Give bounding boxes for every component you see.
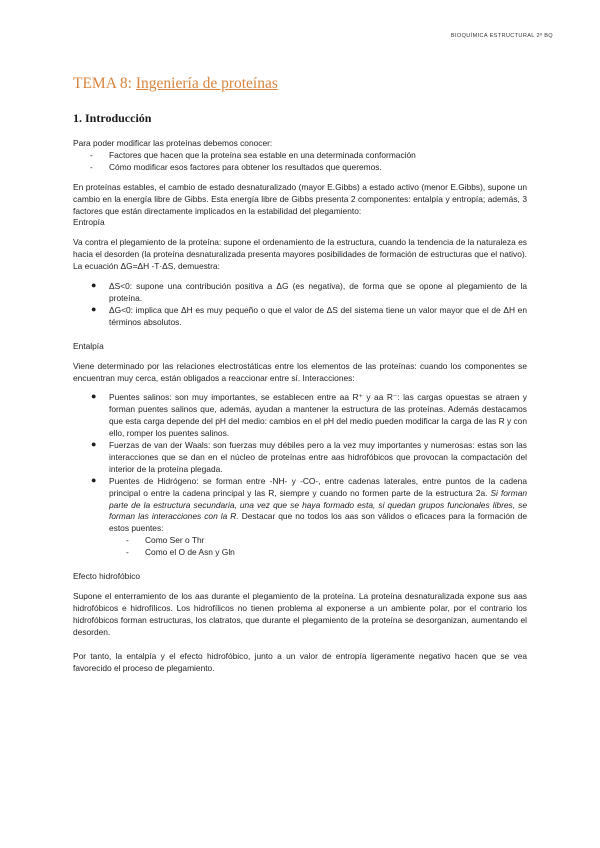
conclusion-paragraph: Por tanto, la entalpía y el efecto hidrofóbico, junto a un valor de entropía ligeramente negativo hacen que se vea favorecido el proceso de plegamiento.: [73, 650, 527, 673]
list-item: - Cómo modificar esos factores para obtener los resultados que queremos.: [90, 161, 382, 172]
entropia-list: [73, 281, 527, 329]
intro-paragraph: En proteínas estables, el cambio de estado desnaturalizado (mayor E.Gibbs) a estado activo (menor E.Gibbs), supone un cambio en la energía libre de Gibbs. Esta energía libre de Gibbs presenta 2 componentes: entalpía y entropía; además, 3 factores que están directamente implicados en la estabilidad del plegamiento:: [73, 181, 527, 216]
entropia-paragraph: Va contra el plegamiento de la proteína: supone el ordenamiento de la estructura, cuando la tendencia de la naturaleza es hacia el desorden (la proteína desnaturalizada presenta mayores posibilidades de formación de estructuras que el nativo). La ecuación ΔG=ΔH -T·ΔS, demuestra:: [73, 237, 527, 272]
subheading-entalpia: Entalpía: [73, 340, 104, 351]
list-item: - Factores que hacen que la proteína sea estable en una determinada conformación: [90, 149, 416, 160]
running-header: BIOQUÍMICA ESTRUCTURAL 2º BQ: [450, 33, 553, 39]
document-body: [73, 138, 527, 674]
list-item: ● Puentes salinos: son muy importantes, se establecen entre aa R⁺ y aa R⁻: las cargas opuestas se atraen y forman puentes salinos que, además, ayudan a mantener la estructura de las proteínas. Además destacamos que esta carga depende del pH del medio: cambios en el pH del medio pueden modificar la carga de las R y con ello, romper los puentes salinos.: [91, 391, 527, 439]
title-text: Ingeniería de proteínas: [135, 75, 278, 92]
list-item: - Como el O de Asn y Gln: [126, 547, 235, 558]
subheading-efecto-hidrofobico: Efecto hidrofóbico: [73, 571, 141, 582]
entalpia-list: [73, 392, 527, 535]
list-item: ● Fuerzas de van der Waals: son fuerzas muy débiles pero a la vez muy importantes y numerosas: estas son las interacciones que se dan en el núcleo de proteínas entre aas hidrofóbicos que provocan la compactación del interior de la proteína plegada.: [91, 439, 527, 474]
intro-lead: Para poder modificar las proteínas debemos conocer:: [73, 138, 273, 148]
intro-list: [73, 150, 527, 174]
page-title: [73, 75, 278, 93]
list-item: ● ΔS<0: supone una contribución positiva a ΔG (es negativa), de forma que se opone al plegamiento de la proteína.: [91, 280, 527, 303]
subheading-entropia: Entropía: [73, 217, 105, 228]
list-item: ● Puentes de Hidrógeno: se forman entre -NH- y -CO-, entre cadenas laterales, entre puntos de la cadena principal o entre la cadena principal y las R, siempre y cuando no formen parte de la estructura 2a. Si forman parte de la estructura secundaria, una vez que se haya formado esta, si quedan grupos funcionales libres, se forman las interacciones con la R. Destacar que no todos los aas son válidos o eficaces para la formación de estos puentes:: [91, 474, 528, 534]
list-item: - Como Ser o Thr: [126, 535, 205, 546]
section-heading-introduccion: 1. Introducción: [73, 111, 152, 125]
title-prefix: TEMA 8:: [73, 75, 136, 92]
hidrogeno-sublist: [73, 535, 527, 559]
hidrofobico-paragraph: Supone el enterramiento de los aas durante el plegamiento de la proteína. La proteína desnaturalizada expone sus aas hidrofóbicos e hidrofílicos. Los hidrofílicos no tienen problema al exponerse a un ambiente polar, por el contrario los hidrofóbicos forman estructuras, los clatratos, que durante el plegamiento de la proteína se desorganizan, aumentando el desorden.: [73, 591, 527, 637]
entalpia-paragraph: Viene determinado por las relaciones electrostáticas entre los elementos de las proteínas: cuando los componentes se encuentran muy cerca, están obligados a reaccionar entre sí. Interacciones:: [73, 360, 527, 383]
list-item: ● ΔG<0: implica que ΔH es muy pequeño o que el valor de ΔS del sistema tiene un valor mayor que el de ΔH en términos absolutos.: [91, 303, 527, 327]
